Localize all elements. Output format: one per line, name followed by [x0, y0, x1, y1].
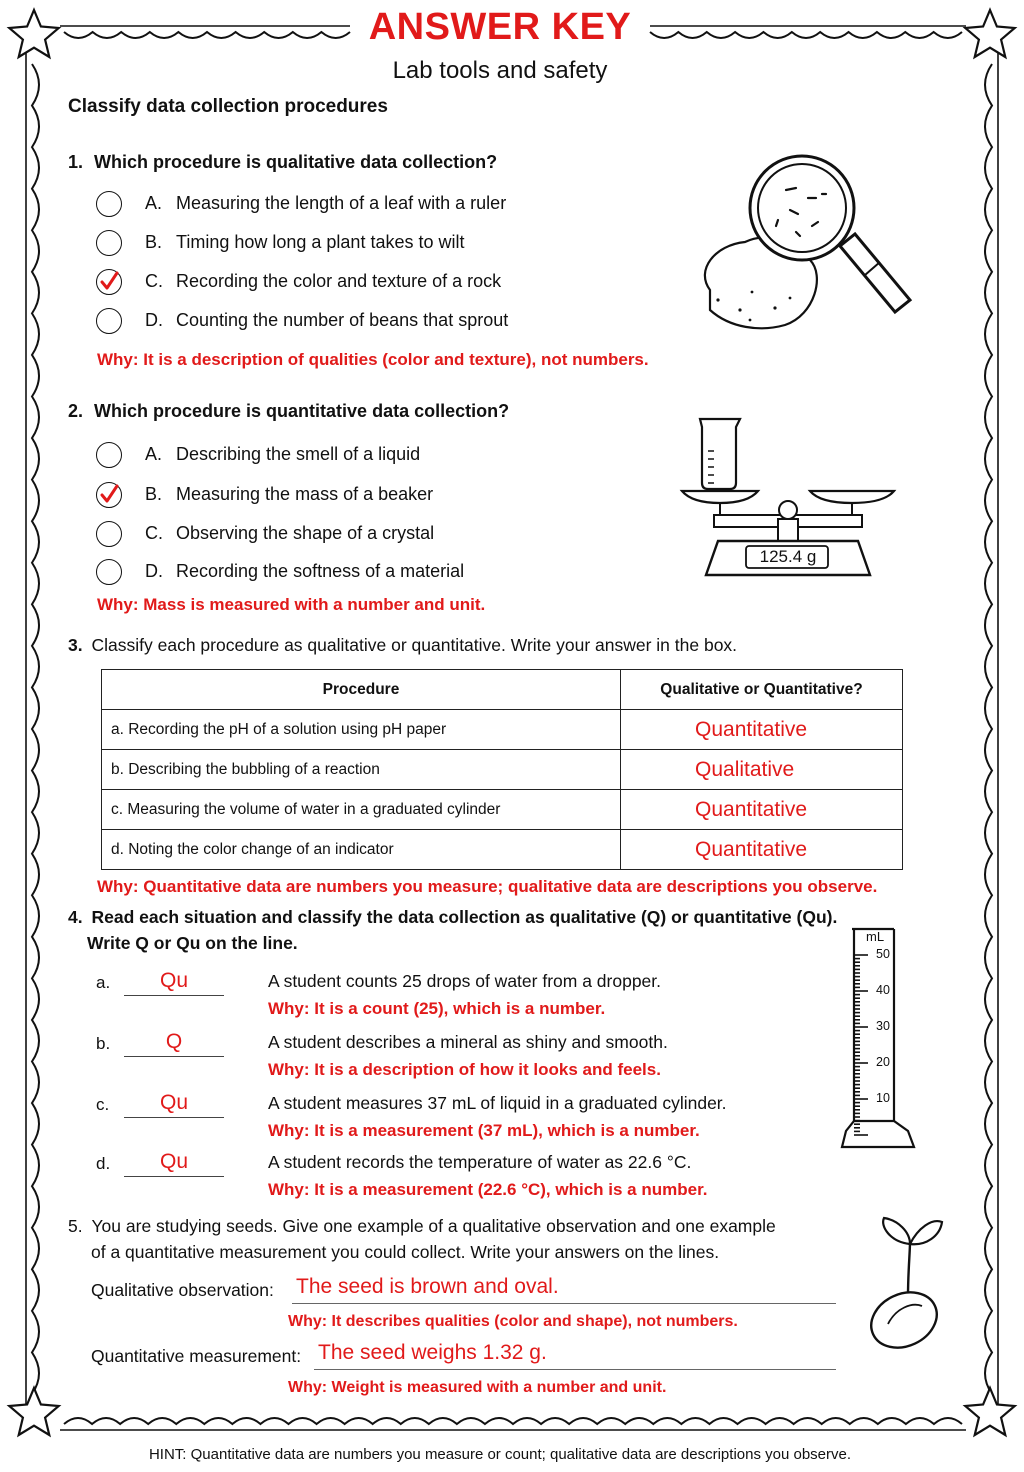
option-text: Recording the color and texture of a rock [176, 271, 502, 291]
situation-why: Why: It is a measurement (22.6 °C), which is a number. [268, 1180, 708, 1199]
answer-line[interactable]: Qu [124, 969, 224, 996]
question-3 [68, 635, 737, 656]
option-text: Timing how long a plant takes to wilt [176, 232, 465, 252]
question-4 [68, 907, 837, 928]
radio-circle[interactable] [96, 482, 122, 508]
star-icon [965, 1388, 1014, 1435]
table-row [102, 790, 903, 830]
situation-text: A student measures 37 mL of liquid in a graduated cylinder. [268, 1093, 727, 1113]
cylinder-mark: 40 [876, 983, 890, 997]
option-text: Measuring the mass of a beaker [176, 484, 434, 504]
procedure-cell: b. Describing the bubbling of a reaction [102, 750, 621, 790]
table-row [102, 710, 903, 750]
question-5 [68, 1216, 776, 1237]
page-title-text: ANSWER KEY [351, 6, 650, 48]
situation-label: d. [96, 1154, 111, 1173]
question-5-text-line1: You are studying seeds. Give one example of a qualitative observation and one example [91, 1216, 776, 1236]
beaker-icon [700, 419, 740, 489]
option-letter: C. [145, 271, 163, 291]
hint-text: HINT: Quantitative data are numbers you measure or count; qualitative data are descriptions you observe. [148, 1446, 852, 1463]
qualitative-answer: The seed is brown and oval. [296, 1275, 559, 1298]
option-letter: B. [145, 484, 163, 504]
page-title [0, 6, 1000, 49]
classification-answer-cell[interactable]: Qualitative [621, 750, 903, 790]
radio-circle[interactable] [96, 191, 122, 217]
table-header-classification: Qualitative or Quantitative? [621, 670, 903, 710]
option-letter: D. [145, 310, 163, 330]
table-header-procedure: Procedure [102, 670, 621, 710]
sprouting-seed-icon [860, 1212, 950, 1362]
procedure-cell: a. Recording the pH of a solution using pH paper [102, 710, 621, 750]
qualitative-why: Why: It describes qualities (color and shape), not numbers. [288, 1313, 738, 1330]
option-text: Counting the number of beans that sprout [176, 310, 509, 330]
situation-text: A student describes a mineral as shiny and smooth. [268, 1032, 668, 1052]
radio-circle[interactable] [96, 442, 122, 468]
situation-text: A student records the temperature of water as 22.6 °C. [268, 1152, 692, 1172]
question-4-text-line1: Read each situation and classify the data collection as qualitative (Q) or quantitative (Qu). [91, 907, 838, 927]
situation-why: Why: It is a measurement (37 mL), which is a number. [268, 1121, 700, 1140]
scale-readout: 125.4 g [759, 547, 817, 566]
situation-why: Why: It is a description of how it looks and feels. [268, 1060, 661, 1079]
question-5-text-line2: of a quantitative measurement you could collect. Write your answers on the lines. [91, 1242, 720, 1262]
situation-label: c. [96, 1095, 110, 1114]
star-icon [9, 1388, 58, 1435]
question-5-number: 5. [68, 1216, 83, 1236]
question-2-why: Why: Mass is measured with a number and unit. [97, 595, 486, 614]
option-letter: C. [145, 523, 163, 543]
question-3-text: Classify each procedure as qualitative or quantitative. Write your answer in the box. [91, 635, 738, 655]
quantitative-answer: The seed weighs 1.32 g. [318, 1341, 547, 1364]
procedure-cell: d. Noting the color change of an indicator [102, 830, 621, 870]
option-letter: B. [145, 232, 163, 252]
page-subtitle: Lab tools and safety [392, 57, 608, 84]
checkmark-icon [97, 483, 121, 507]
question-2 [68, 401, 509, 422]
answer-line[interactable]: Q [124, 1030, 224, 1057]
quantitative-why: Why: Weight is measured with a number and unit. [288, 1379, 667, 1396]
cylinder-mark: 50 [876, 947, 890, 961]
question-1-text: Which procedure is qualitative data collection? [94, 152, 498, 172]
radio-circle[interactable] [96, 308, 122, 334]
question-3-why: Why: Quantitative data are numbers you measure; qualitative data are descriptions you observe. [97, 877, 878, 896]
option-letter: D. [145, 561, 163, 581]
answer-line[interactable]: Qu [124, 1091, 224, 1118]
option-text: Measuring the length of a leaf with a ruler [176, 193, 507, 213]
answer-line[interactable]: Qu [124, 1150, 224, 1177]
table-row [102, 830, 903, 870]
option-text: Recording the softness of a material [176, 561, 465, 581]
radio-circle[interactable] [96, 559, 122, 585]
classification-answer-cell[interactable]: Quantitative [621, 790, 903, 830]
option-letter: A. [145, 444, 163, 464]
option-text: Describing the smell of a liquid [176, 444, 421, 464]
radio-circle[interactable] [96, 230, 122, 256]
quantitative-answer-line[interactable] [314, 1341, 836, 1370]
question-1-number: 1. [68, 152, 84, 172]
classification-answer-cell[interactable]: Quantitative [621, 830, 903, 870]
procedure-cell: c. Measuring the volume of water in a graduated cylinder [102, 790, 621, 830]
cylinder-mark: 30 [876, 1019, 890, 1033]
radio-circle[interactable] [96, 269, 122, 295]
question-2-number: 2. [68, 401, 84, 421]
checkmark-icon [97, 270, 121, 294]
question-2-text: Which procedure is quantitative data collection? [94, 401, 510, 421]
radio-circle[interactable] [96, 521, 122, 547]
question-3-number: 3. [68, 635, 83, 655]
situation-text: A student counts 25 drops of water from a dropper. [268, 971, 662, 991]
cylinder-mark: 10 [876, 1091, 890, 1105]
situation-label: b. [96, 1034, 111, 1053]
classification-answer-cell[interactable]: Quantitative [621, 710, 903, 750]
cylinder-mark: 20 [876, 1055, 890, 1069]
question-4-number: 4. [68, 907, 83, 927]
question-4-text-line2: Write Q or Qu on the line. [87, 933, 298, 953]
question-1 [68, 152, 497, 173]
quantitative-label: Quantitative measurement: [91, 1346, 302, 1366]
section-title: Classify data collection procedures [68, 96, 388, 117]
situation-label: a. [96, 973, 111, 992]
cylinder-unit: mL [866, 929, 885, 944]
question-1-why: Why: It is a description of qualities (color and texture), not numbers. [97, 350, 649, 369]
option-text: Observing the shape of a crystal [176, 523, 435, 543]
situation-why: Why: It is a count (25), which is a number. [268, 999, 606, 1018]
magnifying-glass-icon [690, 150, 930, 340]
qualitative-answer-line[interactable] [292, 1275, 836, 1304]
qualitative-label: Qualitative observation: [91, 1280, 274, 1300]
table-header-row [102, 670, 903, 710]
option-letter: A. [145, 193, 163, 213]
procedure-table [101, 669, 903, 870]
table-row [102, 750, 903, 790]
